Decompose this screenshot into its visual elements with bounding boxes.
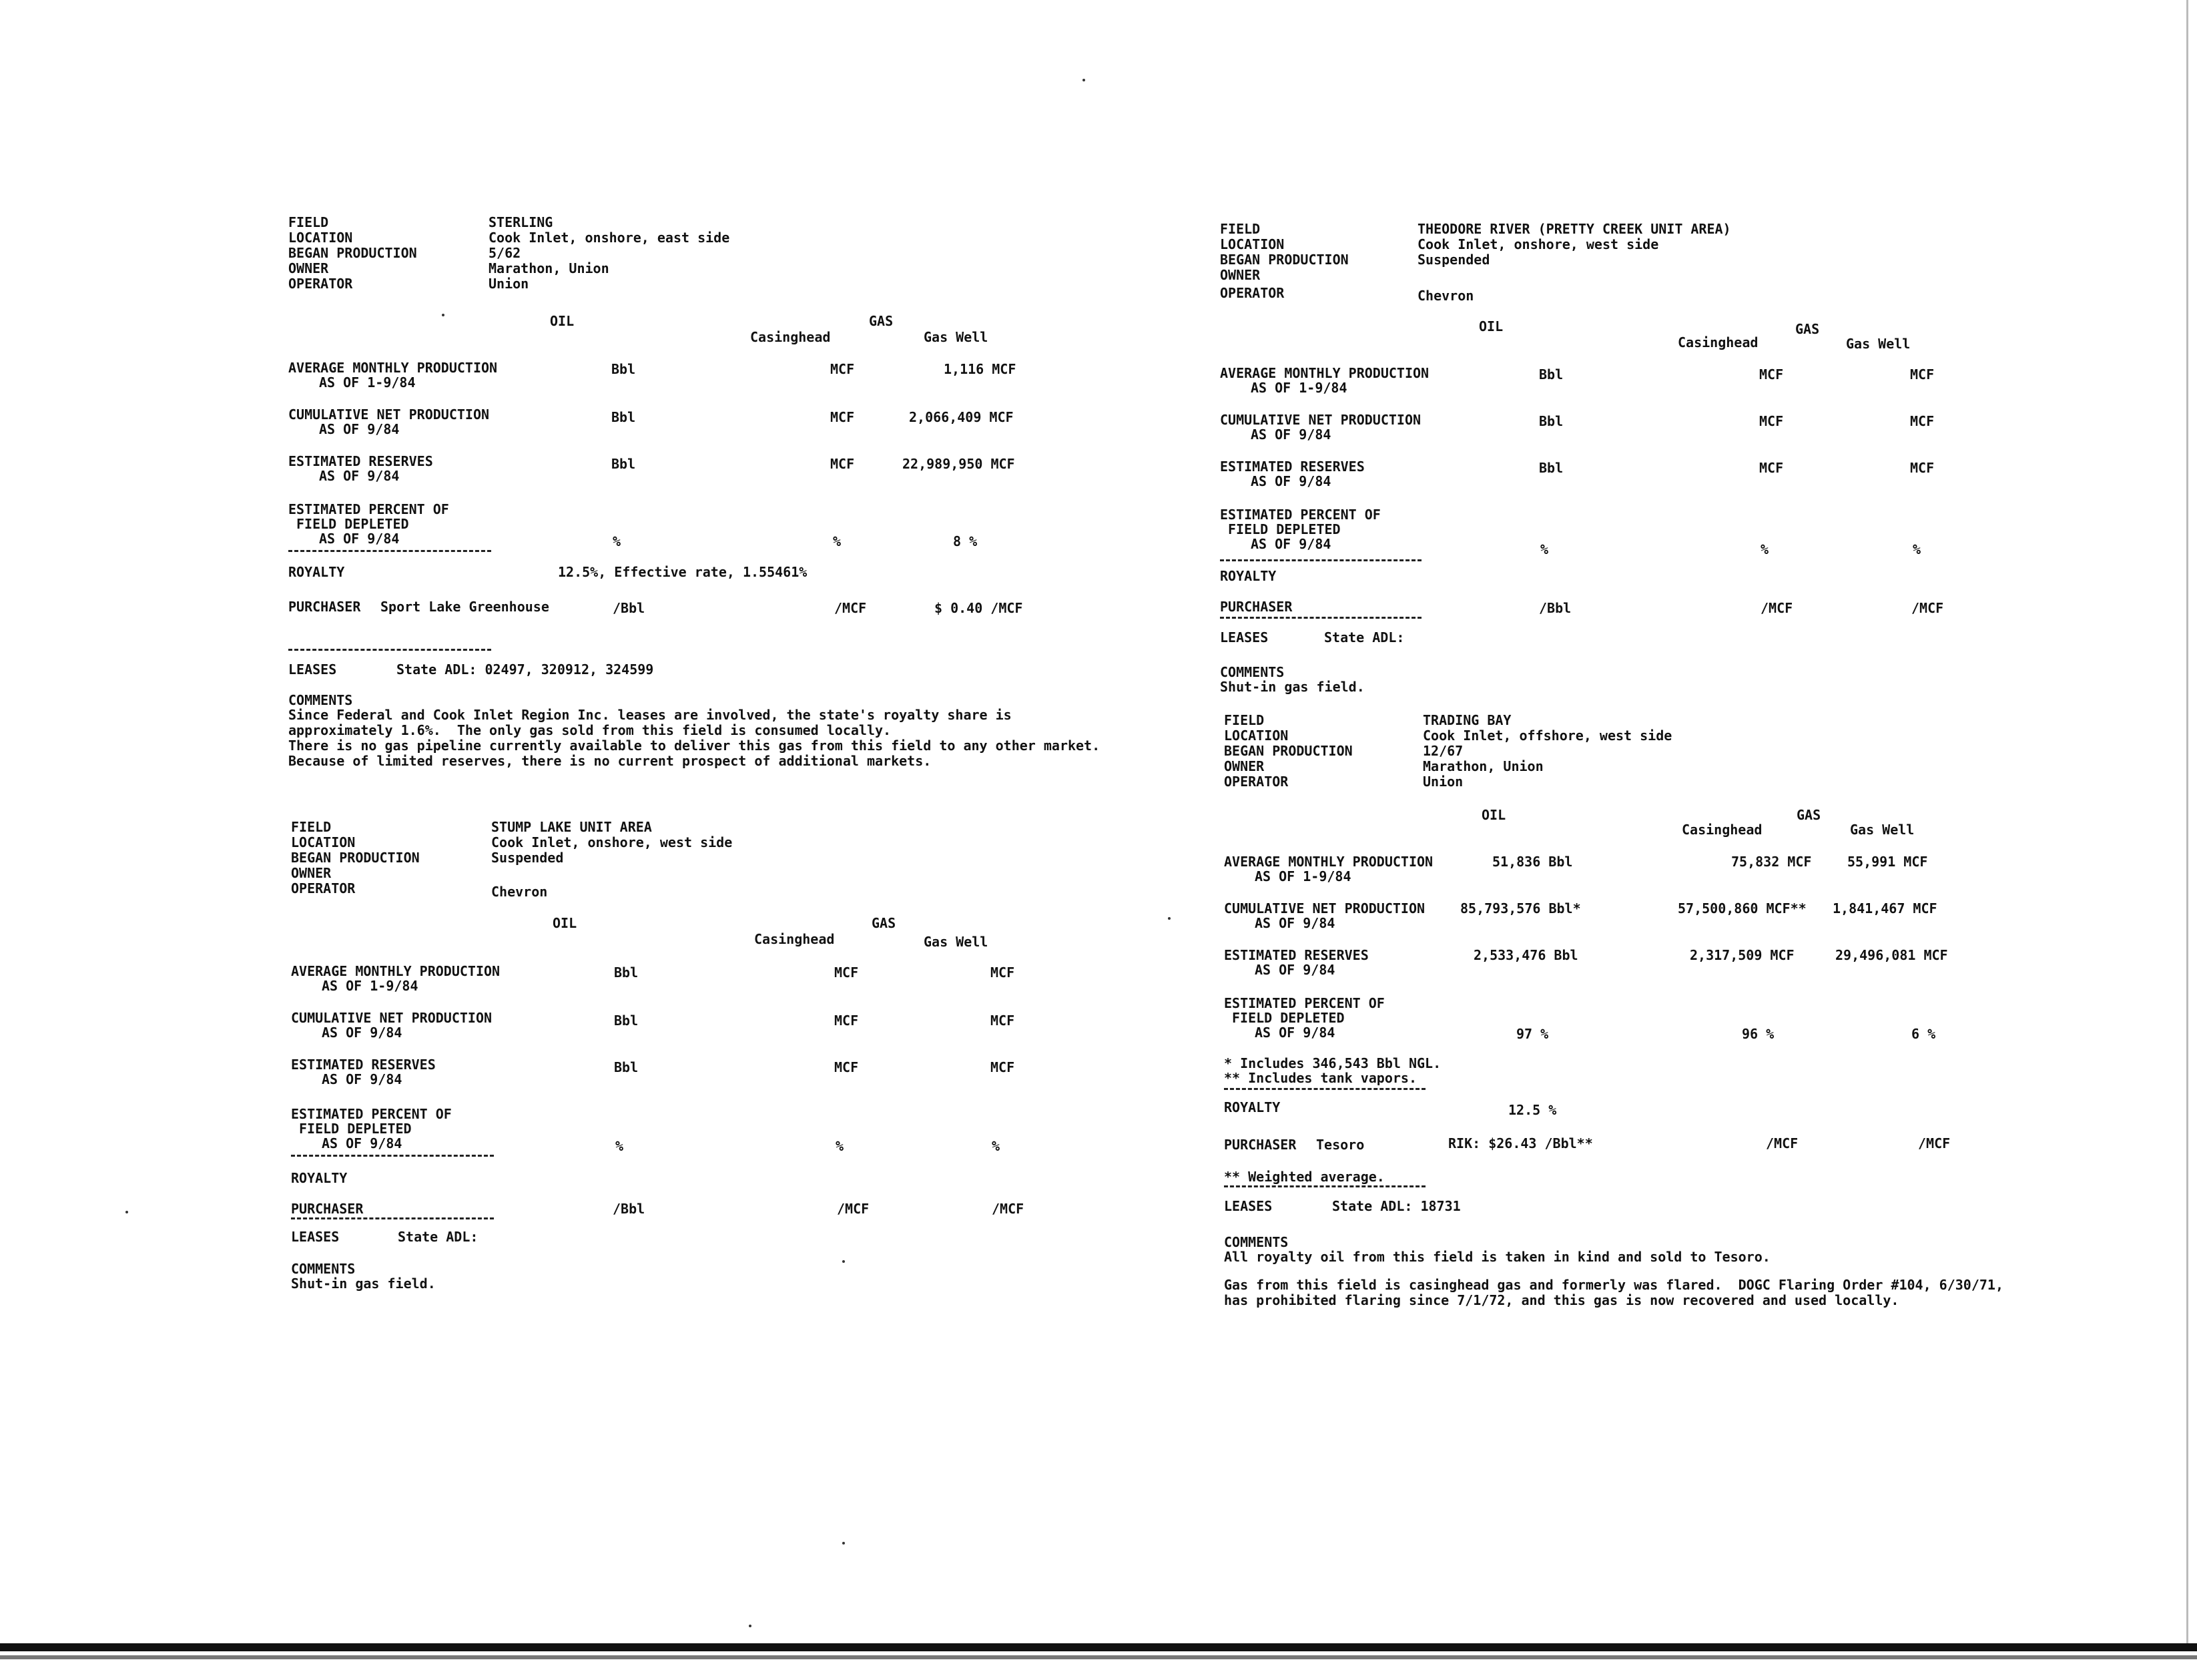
leases-label: LEASES (1224, 1198, 1273, 1214)
casinghead-value: 57,500,860 MCF** (1678, 900, 1807, 916)
gaswell-value: MCF (1910, 366, 1935, 382)
pct-casinghead: % (836, 1138, 844, 1154)
dashed-rule (1220, 559, 1422, 561)
casinghead-value: MCF (1759, 460, 1784, 476)
pct-label: ESTIMATED PERCENT OF (291, 1106, 452, 1122)
theodore-river-field-block (1220, 222, 1994, 702)
pct-oil: 97 % (1516, 1026, 1549, 1042)
col-oil: OIL (550, 313, 575, 329)
leases-value: State ADL: 02497, 320912, 324599 (396, 661, 654, 677)
hdr-label: BEGAN PRODUCTION (1224, 743, 1353, 759)
scan-speck (749, 1625, 751, 1627)
row-sublabel: AS OF 9/84 (322, 1071, 402, 1087)
leases-value: State ADL: 18731 (1332, 1198, 1461, 1214)
oil-value: Bbl (1539, 413, 1564, 429)
row-sublabel: AS OF 9/84 (319, 468, 400, 484)
casinghead-value: MCF (830, 361, 855, 377)
hdr-label: BEGAN PRODUCTION (1220, 252, 1349, 268)
hdr-value: Marathon, Union (489, 260, 609, 276)
hdr-label: FIELD (1220, 221, 1261, 237)
hdr-label: OPERATOR (291, 880, 356, 896)
scan-speck (442, 314, 444, 316)
purchaser-gaswell: /MCF (1918, 1135, 1951, 1151)
row-label: ESTIMATED RESERVES (288, 453, 433, 469)
row-sublabel: AS OF 9/84 (1255, 962, 1335, 978)
purchaser-label: PURCHASER (1220, 599, 1293, 615)
col-casinghead: Casinghead (1678, 334, 1759, 350)
hdr-value: 5/62 (489, 245, 521, 261)
hdr-label: OWNER (288, 260, 329, 276)
comments-label: COMMENTS (288, 692, 353, 708)
hdr-value: Cook Inlet, onshore, east side (489, 230, 730, 246)
gaswell-value: MCF (990, 1059, 1015, 1075)
pct-label: FIELD DEPLETED (299, 1121, 412, 1137)
hdr-value: THEODORE RIVER (PRETTY CREEK UNIT AREA) (1418, 221, 1731, 237)
dashed-rule (1224, 1088, 1426, 1090)
hdr-label: LOCATION (291, 834, 356, 850)
row-label: CUMULATIVE NET PRODUCTION (1220, 412, 1422, 428)
leases-label: LEASES (1220, 629, 1269, 645)
comments-text: Since Federal and Cook Inlet Region Inc. leases are involved, the state's royalty share is approximately 1.6%. The only gas sold from this field is consumed locally. There is no gas pipeline currently available to deliver this gas from this field to any other market. Because of limited reserves, there is no current prospect of additional markets. (288, 707, 1101, 769)
oil-value: Bbl (611, 456, 636, 472)
pct-oil: % (615, 1138, 624, 1154)
pct-label: ESTIMATED PERCENT OF (1220, 507, 1381, 523)
pct-oil: % (1540, 541, 1549, 557)
leases-label: LEASES (291, 1229, 340, 1245)
purchaser-name: Tesoro (1316, 1137, 1365, 1153)
purchaser-oil: /Bbl (1539, 600, 1572, 616)
purchaser-casinghead: /MCF (1766, 1135, 1799, 1151)
pct-casinghead: 96 % (1742, 1026, 1775, 1042)
hdr-label: BEGAN PRODUCTION (288, 245, 417, 261)
pct-gaswell: % (1913, 541, 1921, 557)
casinghead-value: MCF (1759, 413, 1784, 429)
purchaser-casinghead: /MCF (834, 600, 867, 616)
purchaser-gaswell: /MCF (992, 1201, 1024, 1217)
purchaser-gaswell: $ 0.40 /MCF (934, 600, 1023, 616)
gaswell-value: MCF (1910, 460, 1935, 476)
row-sublabel: AS OF 1-9/84 (319, 374, 416, 390)
hdr-value: Marathon, Union (1423, 758, 1544, 774)
col-gas: GAS (869, 313, 894, 329)
row-sublabel: AS OF 1-9/84 (1255, 868, 1351, 884)
comments-label: COMMENTS (1220, 664, 1285, 680)
hdr-label: OWNER (1224, 758, 1265, 774)
col-casinghead: Casinghead (1682, 822, 1763, 838)
hdr-value: STERLING (489, 214, 553, 230)
hdr-label: LOCATION (1220, 236, 1285, 252)
royalty-label: ROYALTY (1224, 1099, 1281, 1115)
comments-label: COMMENTS (291, 1261, 356, 1277)
royalty-value: 12.5 % (1508, 1102, 1557, 1118)
purchaser-label: PURCHASER (1224, 1137, 1297, 1153)
oil-value: 2,533,476 Bbl (1474, 947, 1578, 963)
hdr-value: TRADING BAY (1423, 712, 1512, 728)
royalty-label: ROYALTY (288, 564, 345, 580)
pct-label: AS OF 9/84 (319, 531, 400, 547)
pct-label: ESTIMATED PERCENT OF (288, 501, 449, 517)
row-sublabel: AS OF 9/84 (322, 1025, 402, 1041)
col-gas: GAS (872, 915, 896, 931)
pct-label: AS OF 9/84 (1255, 1025, 1335, 1041)
gaswell-value: 1,116 MCF (944, 361, 1016, 377)
dashed-rule (288, 649, 491, 651)
purchaser-label: PURCHASER (291, 1201, 364, 1217)
comments-text: Shut-in gas field. (1220, 679, 1365, 695)
row-label: AVERAGE MONTHLY PRODUCTION (291, 963, 501, 979)
footnote-weighted: ** Weighted average. (1224, 1169, 1385, 1185)
hdr-label: OPERATOR (1224, 774, 1289, 790)
col-casinghead: Casinghead (754, 931, 835, 947)
pct-casinghead: % (1761, 541, 1769, 557)
col-gas: GAS (1795, 321, 1820, 337)
col-oil: OIL (1482, 807, 1506, 823)
royalty-value: 12.5%, Effective rate, 1.55461% (558, 564, 808, 580)
row-sublabel: AS OF 9/84 (1251, 427, 1331, 443)
gaswell-value: 22,989,950 MCF (902, 456, 1015, 472)
casinghead-value: MCF (834, 1059, 859, 1075)
purchaser-gaswell: /MCF (1911, 600, 1944, 616)
pct-gaswell: 6 % (1911, 1026, 1936, 1042)
row-label: AVERAGE MONTHLY PRODUCTION (1220, 365, 1430, 381)
row-sublabel: AS OF 9/84 (319, 421, 400, 437)
row-sublabel: AS OF 9/84 (1251, 473, 1331, 489)
casinghead-value: MCF (830, 409, 855, 425)
hdr-label: OWNER (1220, 267, 1261, 283)
comments-text: All royalty oil from this field is taken in kind and sold to Tesoro. (1224, 1249, 1771, 1265)
purchaser-casinghead: /MCF (837, 1201, 870, 1217)
footnote-ngl: * Includes 346,543 Bbl NGL. (1224, 1055, 1442, 1071)
hdr-label: FIELD (1224, 712, 1265, 728)
scan-edge (2186, 0, 2188, 1649)
row-label: AVERAGE MONTHLY PRODUCTION (288, 360, 498, 376)
dashed-rule (291, 1217, 494, 1219)
oil-value: 51,836 Bbl (1492, 854, 1573, 870)
dashed-rule (1220, 617, 1422, 619)
row-label: ESTIMATED RESERVES (1224, 947, 1369, 963)
dashed-rule (1224, 1185, 1426, 1187)
hdr-label: FIELD (288, 214, 329, 230)
hdr-label: LOCATION (1224, 728, 1289, 744)
gaswell-value: 2,066,409 MCF (909, 409, 1014, 425)
scan-bottom-edge-shadow (0, 1655, 2197, 1659)
purchaser-casinghead: /MCF (1761, 600, 1793, 616)
hdr-value: Cook Inlet, offshore, west side (1423, 728, 1672, 744)
leases-value: State ADL: (398, 1229, 479, 1245)
hdr-value: Suspended (1418, 252, 1490, 268)
hdr-value: Cook Inlet, onshore, west side (491, 834, 733, 850)
pct-label: ESTIMATED PERCENT OF (1224, 995, 1385, 1011)
comments-text: Shut-in gas field. (291, 1276, 436, 1292)
gaswell-value: MCF (1910, 413, 1935, 429)
hdr-value: Suspended (491, 850, 564, 866)
col-gas: GAS (1797, 807, 1821, 823)
leases-label: LEASES (288, 661, 337, 677)
dashed-rule (288, 550, 491, 552)
col-oil: OIL (1479, 318, 1504, 334)
pct-gaswell: 8 % (953, 533, 978, 549)
pct-label: FIELD DEPLETED (296, 516, 409, 532)
gaswell-value: 29,496,081 MCF (1835, 947, 1948, 963)
casinghead-value: MCF (830, 456, 855, 472)
hdr-value: Union (1423, 774, 1464, 790)
row-sublabel: AS OF 1-9/84 (322, 978, 418, 994)
gaswell-value: MCF (990, 964, 1015, 981)
pct-label: AS OF 9/84 (322, 1135, 402, 1151)
casinghead-value: 75,832 MCF (1731, 854, 1812, 870)
casinghead-value: MCF (1759, 366, 1784, 382)
hdr-value: Chevron (1418, 288, 1474, 304)
pct-oil: % (613, 533, 621, 549)
gaswell-value: MCF (990, 1013, 1015, 1029)
gaswell-value: 1,841,467 MCF (1833, 900, 1937, 916)
scan-speck (1168, 917, 1171, 920)
col-gaswell: Gas Well (924, 329, 988, 345)
royalty-label: ROYALTY (1220, 568, 1277, 584)
comments-label: COMMENTS (1224, 1234, 1289, 1250)
oil-value: 85,793,576 Bbl* (1460, 900, 1581, 916)
hdr-value: 12/67 (1423, 743, 1464, 759)
col-gaswell: Gas Well (1850, 822, 1915, 838)
row-label: CUMULATIVE NET PRODUCTION (1224, 900, 1426, 916)
hdr-label: BEGAN PRODUCTION (291, 850, 420, 866)
leases-value: State ADL: (1324, 629, 1405, 645)
casinghead-value: MCF (834, 964, 859, 981)
oil-value: Bbl (1539, 366, 1564, 382)
comments-text-2: Gas from this field is casinghead gas and formerly was flared. DOGC Flaring Order #104, 6/30/71, has prohibited flaring since 7/1/72, and this gas is now recovered and used locally. (1224, 1277, 2003, 1308)
oil-value: Bbl (614, 964, 639, 981)
pct-label: FIELD DEPLETED (1228, 521, 1341, 537)
row-sublabel: AS OF 1-9/84 (1251, 380, 1347, 396)
hdr-label: OPERATOR (1220, 285, 1285, 301)
gaswell-value: 55,991 MCF (1847, 854, 1928, 870)
purchaser-name: Sport Lake Greenhouse (380, 599, 549, 615)
purchaser-oil: /Bbl (613, 600, 645, 616)
scan-speck (842, 1260, 845, 1263)
pct-label: FIELD DEPLETED (1232, 1010, 1345, 1026)
row-label: ESTIMATED RESERVES (1220, 459, 1365, 475)
purchaser-oil: /Bbl (613, 1201, 645, 1217)
scan-speck (842, 1542, 845, 1545)
scan-bottom-edge (0, 1643, 2197, 1651)
royalty-label: ROYALTY (291, 1170, 348, 1186)
col-gaswell: Gas Well (924, 934, 988, 950)
oil-value: Bbl (614, 1059, 639, 1075)
row-label: AVERAGE MONTHLY PRODUCTION (1224, 854, 1434, 870)
scan-speck (1082, 79, 1085, 81)
purchaser-oil: RIK: $26.43 /Bbl** (1448, 1135, 1593, 1151)
casinghead-value: 2,317,509 MCF (1690, 947, 1795, 963)
scan-speck (125, 1211, 128, 1213)
dashed-rule (291, 1155, 494, 1157)
footnote-vapors: ** Includes tank vapors. (1224, 1070, 1417, 1086)
hdr-label: FIELD (291, 819, 332, 835)
purchaser-label: PURCHASER (288, 599, 361, 615)
pct-label: AS OF 9/84 (1251, 536, 1331, 552)
pct-gaswell: % (992, 1138, 1000, 1154)
hdr-value: Cook Inlet, onshore, west side (1418, 236, 1659, 252)
casinghead-value: MCF (834, 1013, 859, 1029)
row-label: ESTIMATED RESERVES (291, 1057, 436, 1073)
oil-value: Bbl (611, 361, 636, 377)
oil-value: Bbl (611, 409, 636, 425)
hdr-value: STUMP LAKE UNIT AREA (491, 819, 652, 835)
row-label: CUMULATIVE NET PRODUCTION (288, 406, 490, 423)
row-sublabel: AS OF 9/84 (1255, 915, 1335, 931)
oil-value: Bbl (614, 1013, 639, 1029)
col-oil: OIL (553, 915, 577, 931)
row-label: CUMULATIVE NET PRODUCTION (291, 1010, 493, 1026)
trading-bay-field-block (1224, 712, 2003, 1327)
hdr-value: Chevron (491, 884, 548, 900)
oil-value: Bbl (1539, 460, 1564, 476)
sterling-field-block (288, 214, 1101, 789)
hdr-value: Union (489, 276, 529, 292)
hdr-label: OPERATOR (288, 276, 353, 292)
col-casinghead: Casinghead (750, 329, 831, 345)
stump-lake-field-block (291, 820, 1065, 1300)
hdr-label: LOCATION (288, 230, 353, 246)
hdr-label: OWNER (291, 865, 332, 881)
pct-casinghead: % (833, 533, 842, 549)
col-gaswell: Gas Well (1846, 336, 1911, 352)
